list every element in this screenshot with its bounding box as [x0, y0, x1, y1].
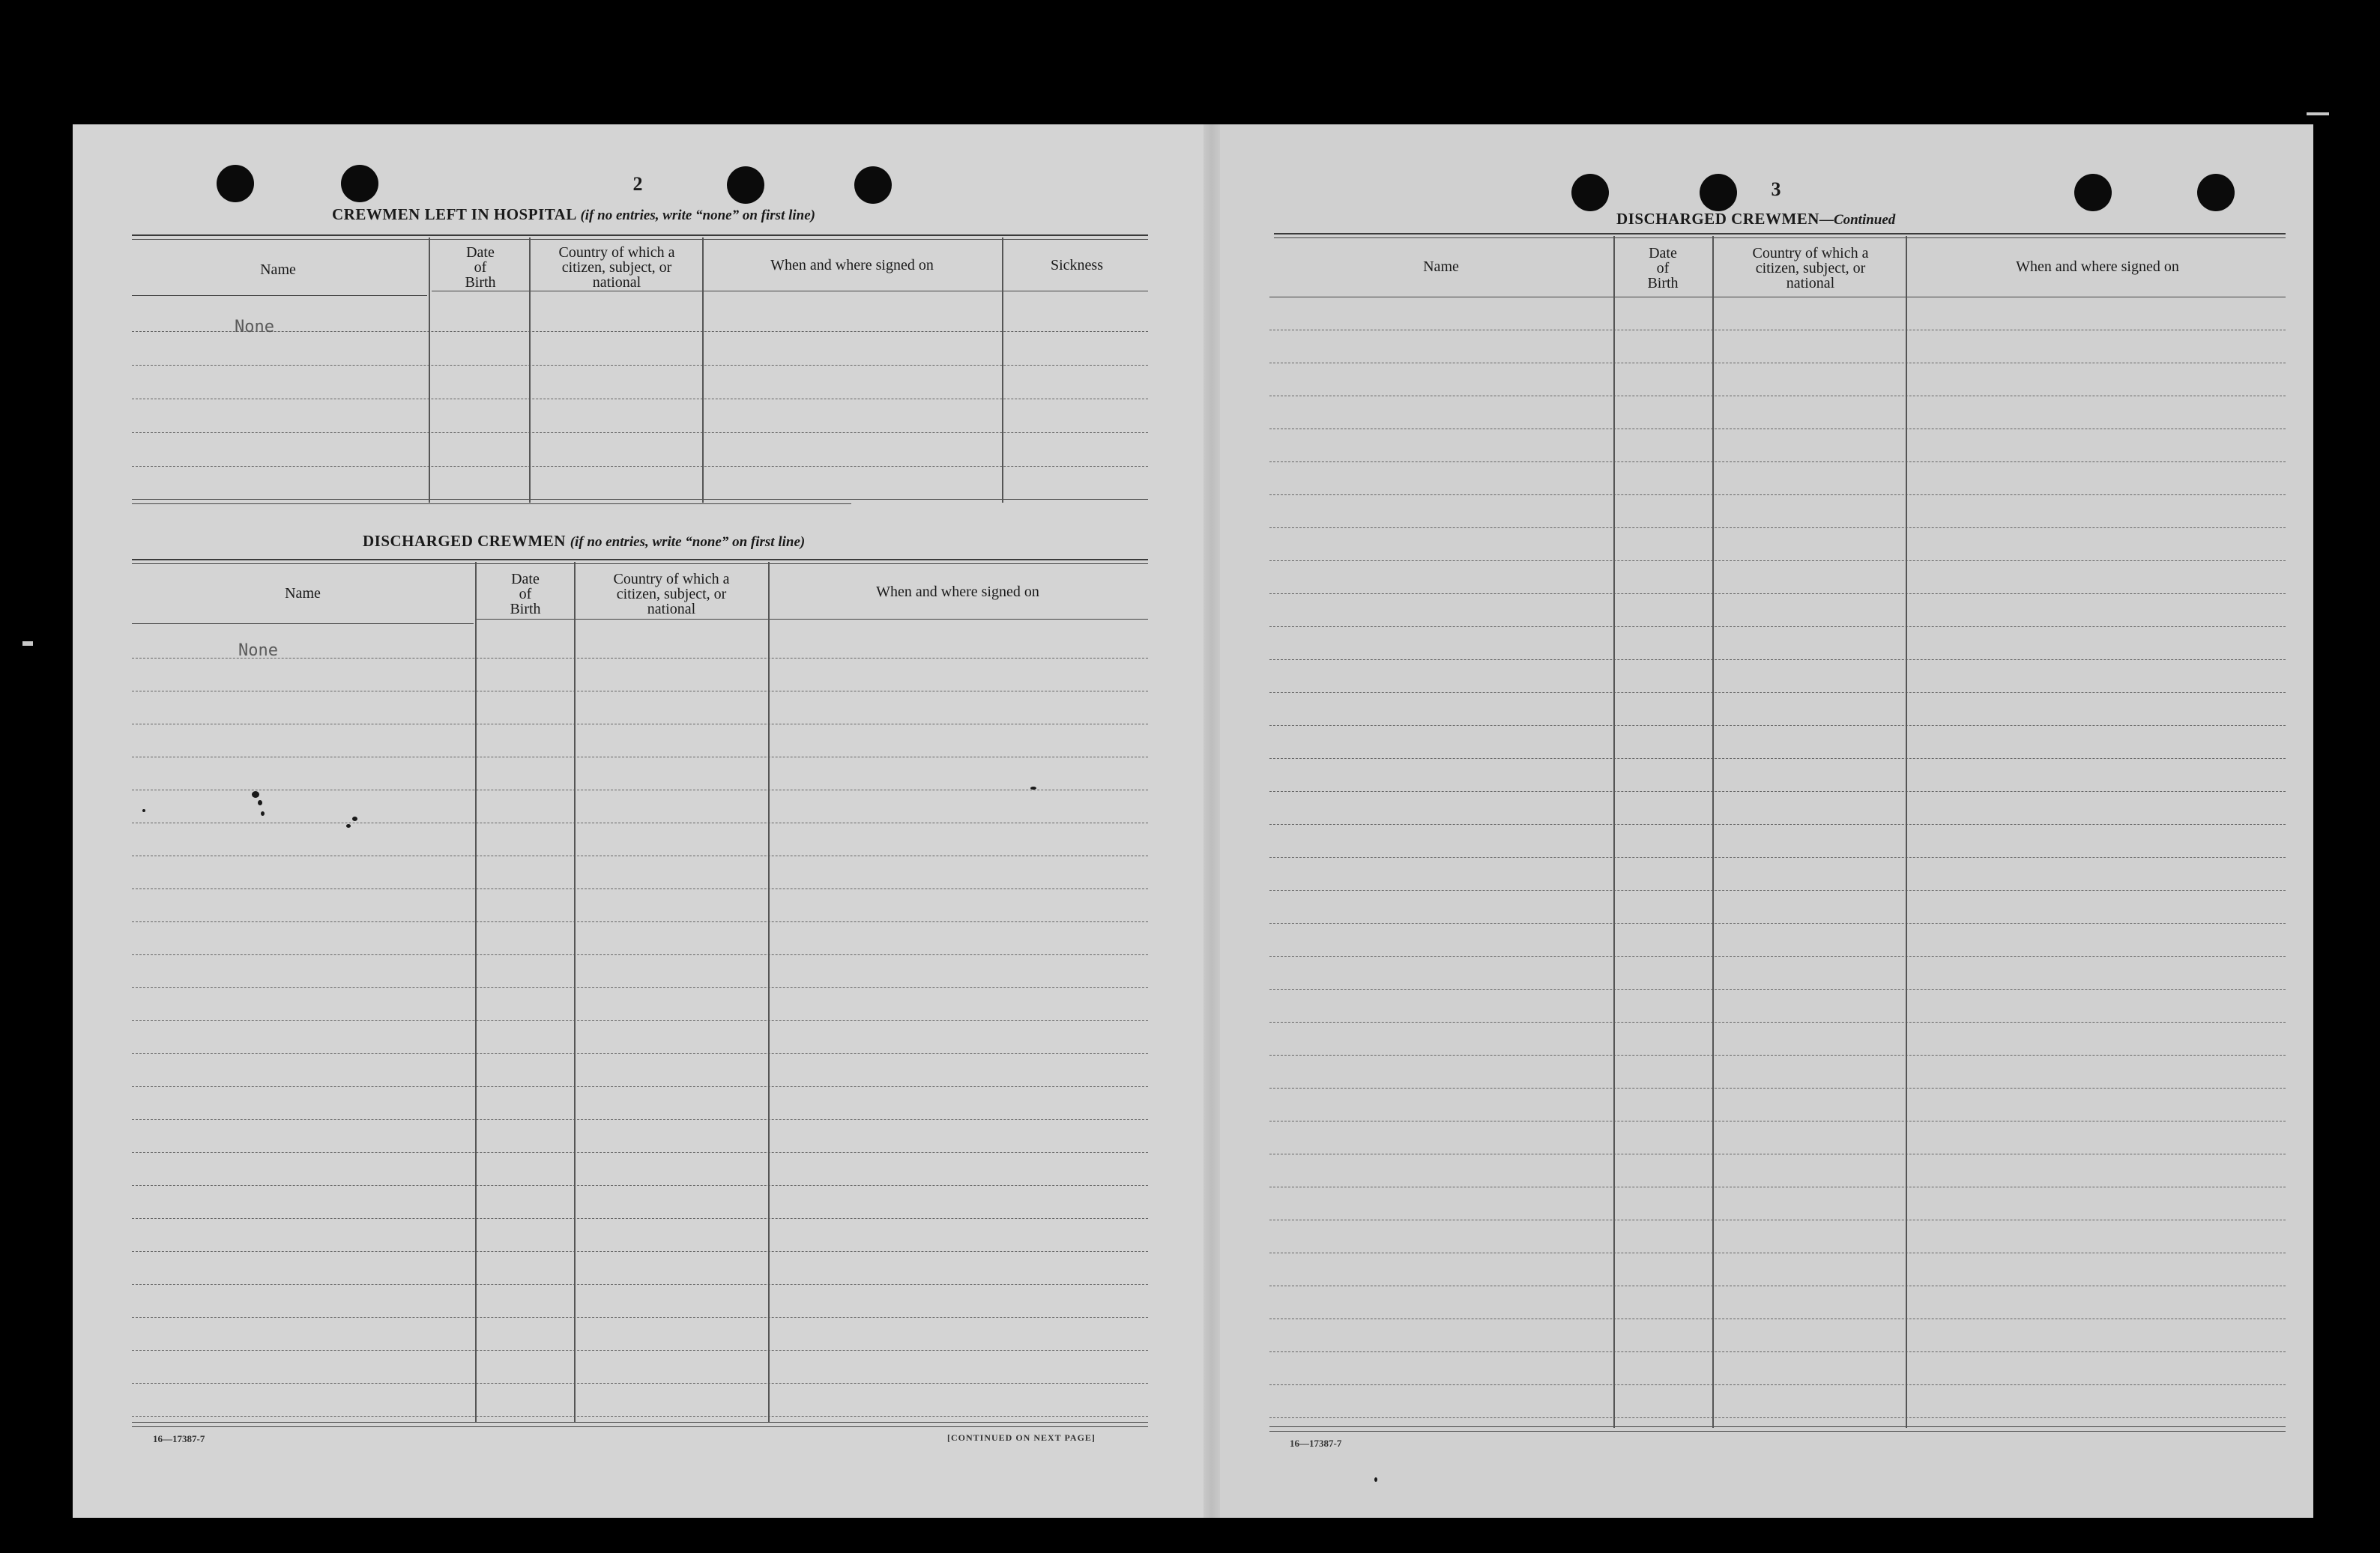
- ink-speck: [258, 800, 262, 805]
- punch-hole: [2197, 174, 2235, 211]
- ruled-line: [1269, 560, 2286, 561]
- ruled-line: [1269, 857, 2286, 858]
- edge-mark: [22, 641, 33, 646]
- punch-hole: [341, 165, 378, 202]
- header-country: Country of which a citizen, subject, or national: [613, 571, 730, 617]
- ruled-line: [1269, 1022, 2286, 1023]
- ruled-line: [132, 1383, 1148, 1384]
- ruled-line: [1269, 956, 2286, 957]
- table-rule: [132, 1426, 1148, 1427]
- ruled-line: [1269, 659, 2286, 660]
- hospital-title: [332, 205, 815, 224]
- column-divider: [529, 237, 531, 503]
- ruled-line: [132, 1119, 1148, 1120]
- ink-speck: [352, 817, 357, 821]
- ruled-line: [1269, 824, 2286, 825]
- ruled-line: [1269, 758, 2286, 759]
- discharged-title-note: (if no entries, write “none” on first line): [570, 534, 806, 550]
- header-dob: Date of Birth: [465, 244, 496, 291]
- ruled-line: [1269, 1417, 2286, 1418]
- ruled-line: [132, 1152, 1148, 1153]
- table-rule: [1274, 233, 2286, 234]
- discharged-continued-suffix: —Continued: [1819, 212, 1896, 228]
- column-divider: [1613, 236, 1615, 1428]
- column-divider: [1906, 236, 1907, 1428]
- ruled-line: [132, 1251, 1148, 1252]
- ruled-line: [132, 1350, 1148, 1351]
- header-name: Name: [1423, 258, 1459, 275]
- ruled-line: [1269, 1088, 2286, 1089]
- column-divider: [1712, 236, 1714, 1428]
- ruled-line: [1269, 1384, 2286, 1385]
- punch-hole: [1700, 174, 1737, 211]
- header-rule: [132, 623, 474, 624]
- table-rule: [132, 1422, 1148, 1423]
- header-country: Country of which a citizen, subject, or national: [558, 244, 675, 291]
- ink-speck: [1030, 787, 1036, 790]
- punch-hole: [217, 165, 254, 202]
- table-rule: [1269, 1431, 2286, 1432]
- ruled-line: [1269, 692, 2286, 693]
- header-sickness: Sickness: [1051, 257, 1103, 273]
- ruled-line: [132, 987, 1148, 988]
- column-divider: [429, 237, 430, 503]
- ink-speck: [1374, 1477, 1377, 1482]
- ink-speck: [252, 791, 259, 798]
- ruled-line: [1269, 890, 2286, 891]
- punch-hole: [1571, 174, 1609, 211]
- header-signed: When and where signed on: [2016, 258, 2179, 275]
- discharged-entry: None: [238, 641, 278, 660]
- column-divider: [702, 237, 704, 503]
- ruled-line: [132, 1185, 1148, 1186]
- ruled-line: [132, 1416, 1148, 1417]
- column-divider: [1002, 237, 1003, 503]
- header-dob: Date of Birth: [1647, 245, 1679, 291]
- discharged-continued-title: [1616, 210, 1895, 228]
- ruled-line: [132, 331, 1148, 332]
- header-rule: [477, 619, 1148, 620]
- continued-note: [CONTINUED ON NEXT PAGE]: [947, 1432, 1096, 1443]
- header-name: Name: [285, 585, 321, 602]
- ruled-line: [1269, 1055, 2286, 1056]
- ruled-line: [132, 1317, 1148, 1318]
- ruled-line: [1269, 527, 2286, 528]
- punch-hole: [2074, 174, 2112, 211]
- ruled-line: [132, 1020, 1148, 1021]
- edge-mark: [2307, 112, 2329, 115]
- header-dob: Date of Birth: [510, 571, 541, 617]
- header-name: Name: [260, 261, 296, 278]
- table-rule: [132, 559, 1148, 560]
- header-country: Country of which a citizen, subject, or national: [1752, 245, 1869, 291]
- table-rule: [132, 234, 1148, 236]
- ruled-line: [132, 1218, 1148, 1219]
- ruled-line: [1269, 725, 2286, 726]
- ruled-line: [132, 888, 1148, 889]
- table-rule: [132, 503, 851, 504]
- header-signed: When and where signed on: [770, 257, 934, 273]
- ink-speck: [142, 809, 145, 812]
- header-signed: When and where signed on: [876, 584, 1039, 600]
- column-divider: [768, 562, 770, 1422]
- ruled-line: [132, 365, 1148, 366]
- ruled-line: [132, 921, 1148, 922]
- table-rule: [1274, 237, 2286, 238]
- page-number: 3: [1771, 178, 1781, 200]
- ruled-line: [132, 1053, 1148, 1054]
- page-number: 2: [632, 173, 643, 195]
- ruled-line: [132, 1284, 1148, 1285]
- ruled-line: [1269, 989, 2286, 990]
- ruled-line: [1269, 626, 2286, 627]
- discharged-title: [363, 532, 805, 551]
- ruled-line: [132, 432, 1148, 433]
- ink-speck: [346, 824, 351, 828]
- punch-hole: [854, 166, 892, 204]
- column-divider: [574, 562, 576, 1422]
- ruled-line: [1269, 494, 2286, 495]
- right-page: [1212, 124, 2313, 1518]
- hospital-title-note: (if no entries, write “none” on first line): [580, 208, 815, 223]
- hospital-entry: None: [235, 318, 274, 336]
- hospital-title-text: CREWMEN LEFT IN HOSPITAL: [332, 205, 576, 223]
- ruled-line: [1269, 791, 2286, 792]
- ink-speck: [261, 811, 265, 816]
- ruled-line: [1269, 1351, 2286, 1352]
- ruled-line: [132, 466, 1148, 467]
- form-number: 16—17387-7: [1290, 1438, 1342, 1449]
- discharged-title-text: DISCHARGED CREWMEN: [363, 532, 566, 550]
- discharged-continued-title-text: DISCHARGED CREWMEN: [1616, 210, 1819, 228]
- table-rule: [132, 563, 1148, 564]
- header-rule: [132, 295, 427, 296]
- ruled-line: [1269, 923, 2286, 924]
- table-rule: [132, 499, 1148, 500]
- page-gutter: [1203, 124, 1220, 1518]
- ruled-line: [132, 954, 1148, 955]
- column-divider: [475, 562, 477, 1422]
- ruled-line: [132, 1086, 1148, 1087]
- ruled-line: [1269, 593, 2286, 594]
- table-rule: [132, 239, 1148, 240]
- form-number: 16—17387-7: [153, 1433, 205, 1444]
- ruled-line: [1269, 461, 2286, 462]
- table-rule: [1269, 1426, 2286, 1427]
- ruled-line: [132, 658, 1148, 659]
- punch-hole: [727, 166, 764, 204]
